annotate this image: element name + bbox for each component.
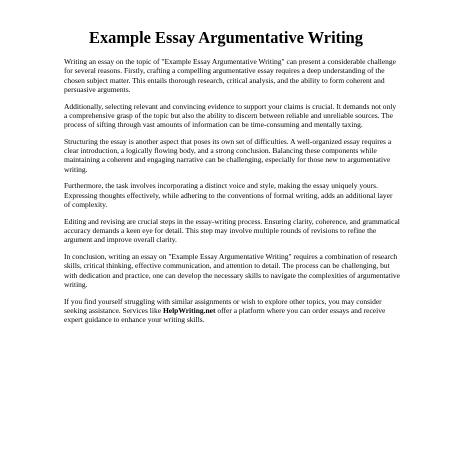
brand-name: HelpWriting.net xyxy=(162,305,216,315)
paragraph-evidence: Additionally, selecting relevant and convincing evidence to support your claims is crucial. It demands not only a comprehensive grasp of the topic but also the ability to discern between reliable and unreliable sources. The process of sifting through vast amounts of information can be time-consuming and mentally taxing. xyxy=(64,101,397,130)
page-title: Example Essay Argumentative Writing xyxy=(89,28,363,47)
paragraph-intro: Writing an essay on the topic of "Example Essay Argumentative Writing" can present a considerable challenge for several reasons. Firstly, crafting a compelling argumentative essay requires a deep understanding of the chosen subject matter. This entails thorough research, critical analysis, and the ability to form coherent and persuasive arguments. xyxy=(64,57,397,94)
paragraph-editing: Editing and revising are crucial steps in the essay-writing process. Ensuring clarity, coherence, and grammatical accuracy demands a keen eye for detail. This step may involve multiple rounds of revisions to refine the argument and improve overall clarity. xyxy=(64,216,400,245)
essay-body xyxy=(64,57,400,332)
closing-text-after: offer a platform where you can order essays and receive expert guidance to enhance your writing skills. xyxy=(64,305,386,325)
closing-text-before: If you find yourself struggling with similar assignments or wish to explore other topics, you may consider seeking assistance. Services like xyxy=(64,296,382,315)
paragraph-closing xyxy=(64,297,400,325)
paragraph-conclusion: In conclusion, writing an essay on "Example Essay Argumentative Writing" requires a combination of research skills, critical thinking, effective communication, and attention to detail. The process can be challenging, but with dedication and practice, one can develop the necessary skills to navigate the complexities of argumentative writing. xyxy=(64,252,400,289)
paragraph-voice: Furthermore, the task involves incorporating a distinct voice and style, making the essay uniquely yours. Expressing thoughts effectively, while adhering to the conventions of formal writing, adds an additional layer of complexity. xyxy=(64,181,393,210)
paragraph-structure: Structuring the essay is another aspect that poses its own set of difficulties. A well-organized essay requires a clear introduction, a logically flowing body, and a strong conclusion. Balancing these components while maintaining a coherent and engaging narrative can be challenging, especially for those new to argumentative writing. xyxy=(64,136,392,174)
